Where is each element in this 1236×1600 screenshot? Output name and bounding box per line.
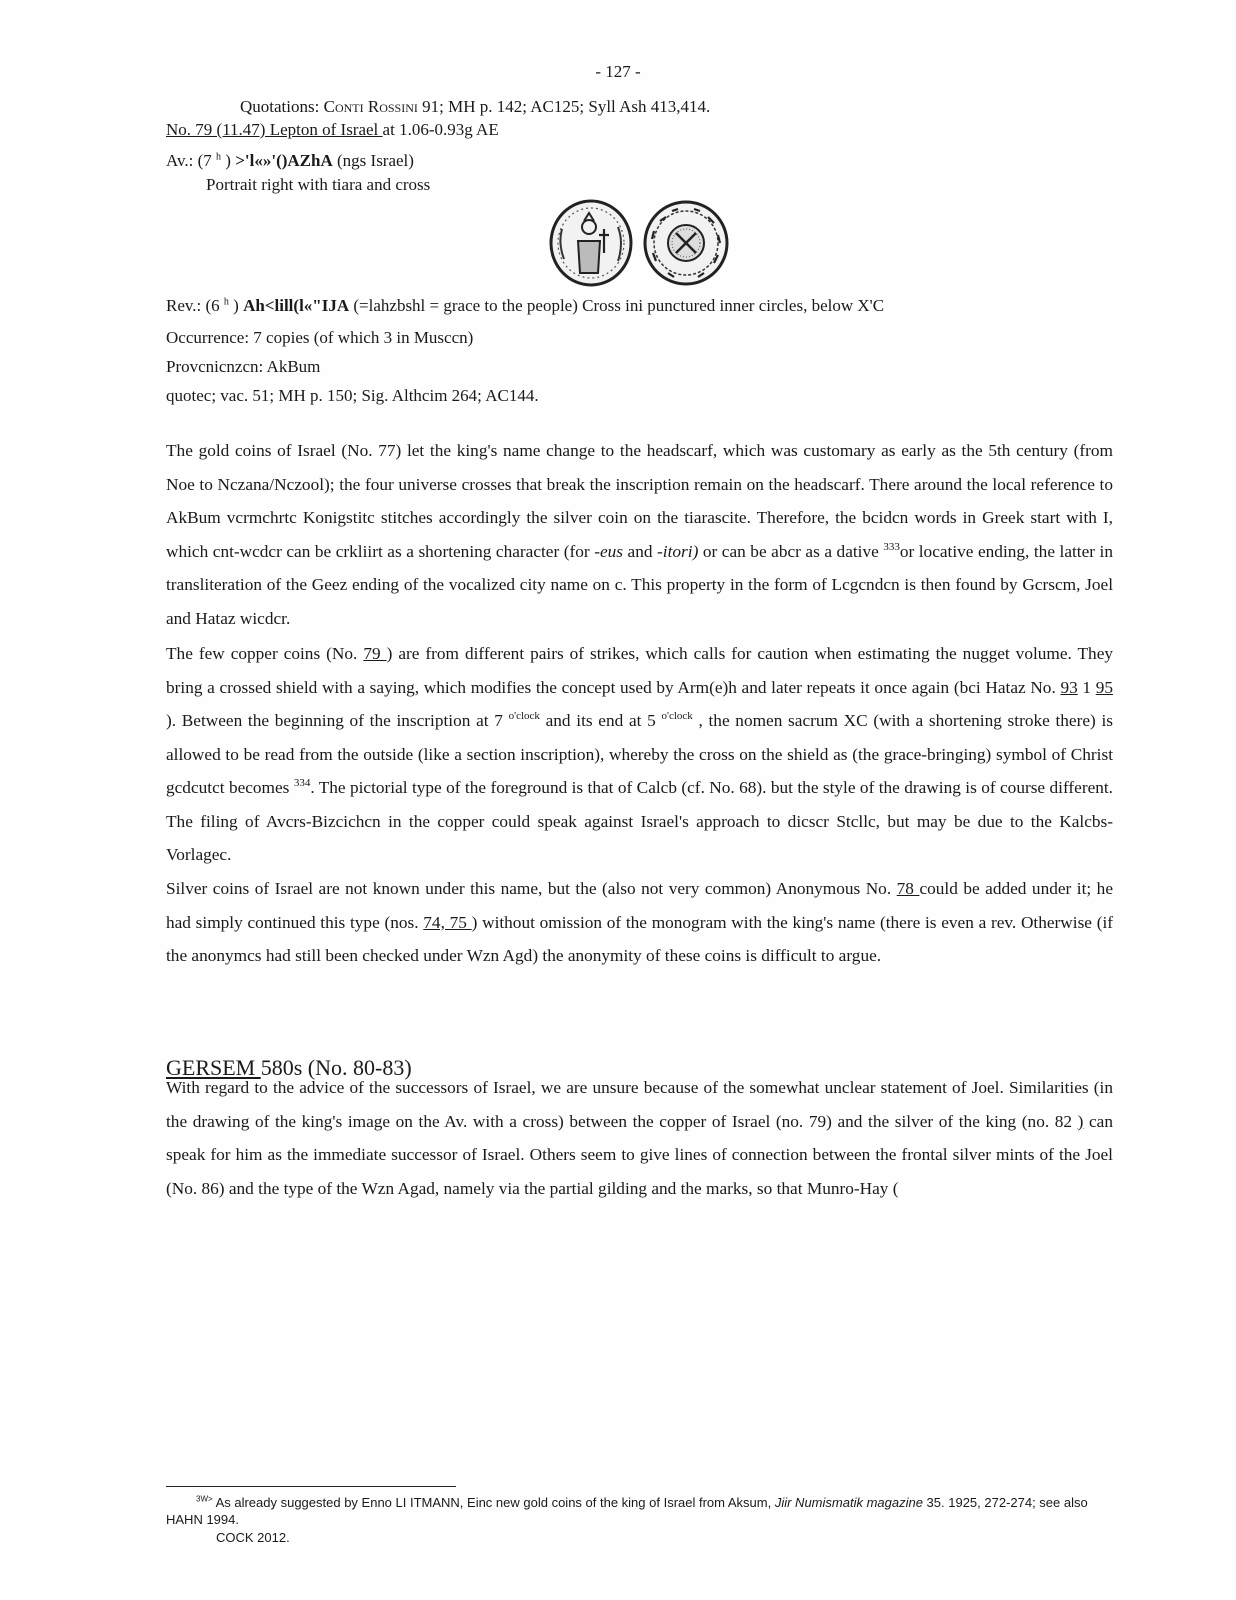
- provenance-line: Provcnicnzcn: AkBum: [166, 357, 321, 376]
- paragraph-silver-coins: Silver coins of Israel are not known under this name, but the (also not very common) Anonymous No. 78 could be added under it; he had simply continued this type (nos. 74, 75 ) without omission of the monogram with the king's name (there is even a rev. Otherwise (if the anonymcs had still been checked under Wzn Agd) the anonymity of these coins is difficult to argue.: [166, 879, 1114, 965]
- paragraph-successors: With regard to the advice of the successors of Israel, we are unsure because of the somewhat unclear statement of Joel. Similarities (in the drawing of the king's image on the Av. with a cross) between the copper of Israel (no. 79) and the silver of the king (no. 82 ) can speak for him as the immediate successor of Israel. Others seem to give lines of connection between the frontal silver mints of the Joel (No. 86) and the type of the Wzn Agad, namely via the partial gilding and the marks, so that Munro-Hay (: [166, 1078, 1113, 1198]
- coin-photo: [548, 199, 734, 287]
- coin-entry-title: No. 79 (11.47) Lepton of Israel at 1.06-0.93g AE: [166, 120, 499, 139]
- obverse-coin-icon: [551, 201, 631, 285]
- reverse-coin-icon: [645, 202, 727, 284]
- quotes-line: quotec; vac. 51; MH p. 150; Sig. Althcim 264; AC144.: [166, 386, 539, 405]
- obverse-description: Portrait right with tiara and cross: [206, 175, 431, 194]
- footnote-second: COCK 2012.: [216, 1530, 290, 1545]
- paragraph-gold-coins: The gold coins of Israel (No. 77) let the king's name change to the headscarf, which was customary as early as the 5th century (from Noe to Nczana/Nczool); the four universe crosses that break the inscription remain on the headscarf. There around the local reference to AkBum vcrmchrtc Konigstitc stitches accordingly the silver coin on the tiarascite. Therefore, the bcidcn words in Greek start with I, which cnt-wcdcr can be crkliirt as a shortening character (for -eus and -itori) or can be abcr as a dative $^{333}$or locative ending, the latter in transliteration of the Geez ending of the vocalized city name on c. This property in the form of Lcgcndcn is then found by Gcrscm, Joel and Hataz wicdcr.: [166, 441, 1114, 628]
- occurrence-line: Occurrence: 7 copies (of which 3 in Musccn): [166, 328, 474, 347]
- footnote-ref-334: 334: [293, 777, 311, 790]
- footnote-text: $^{3W>}$ As already suggested by Enno LI ITMANN, Einc new gold coins of the king of Israel from Aksum, Jiir Numismatik magazine 35. 1925, 272-274; see also HAHN 1994.: [166, 1494, 1088, 1527]
- paragraph-copper-coins: The few copper coins (No. 79 ) are from different pairs of strikes, which calls for caution when estimating the nugget volume. They bring a crossed shield with a saying, which modifies the concept used by Arm(e)h and later repeats it once again (bci Hataz No. 93 1 95 ). Between the beginning of the inscription at 7 $^{o'clock}$ and its end at 5 $^{o'clock}$ , the nomen sacrum XC (with a shortening stroke there) is allowed to be read from the outside (like a section inscription), whereby the cross on the shield as (the grace-bringing) symbol of Christ gcdcutct becomes $^{334}$. The pictorial type of the foreground is that of Calcb (cf. No. 68). but the style of the drawing is of course different. The filing of Avcrs-Bizcichcn in the copper could speak against Israel's approach to dicscr Stcllc, but may be due to the Kalcbs-Vorlagec.: [166, 644, 1114, 864]
- quotations-line: Quotations: CONTI ROSSINI 91; MH p. 142; AC125; Syll Ash 413,414.: [240, 97, 711, 116]
- page-number: - 127 -: [595, 62, 641, 81]
- footnote-ref-333: 333: [883, 540, 900, 553]
- section-heading-gersem: GERSEM 580s (No. 80-83): [166, 1055, 412, 1080]
- reverse-line: Rev.: (6 $^h$ ) Ah<lill(l«"IJA (=lahzbshl = grace to the people) Cross ini punctured inner circles, below X'C: [166, 296, 885, 315]
- obverse-line: Av.: (7 $^h$ ) >'l«»'()AZhA (ngs Israel): [166, 151, 414, 170]
- footnote-separator: [166, 1486, 456, 1487]
